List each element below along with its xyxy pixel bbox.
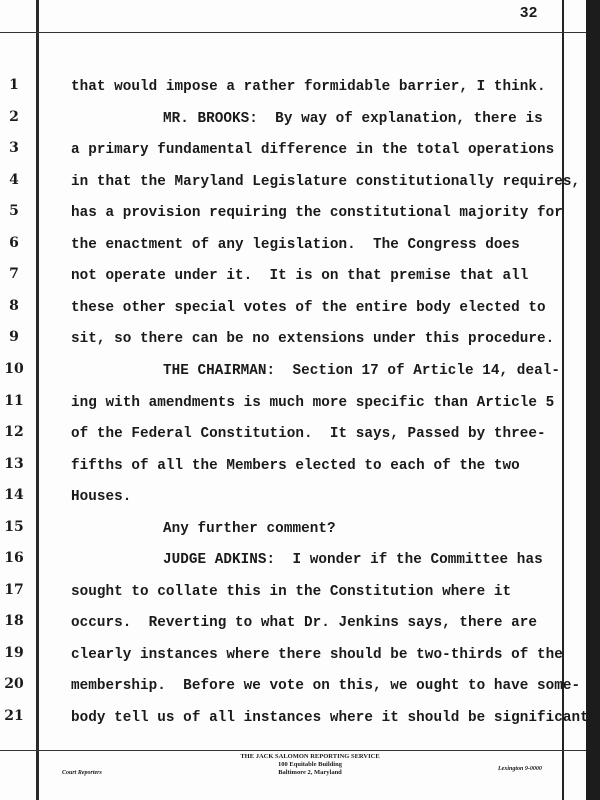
line-number: 16	[4, 550, 24, 566]
transcript-line: in that the Maryland Legislature constitutionally requires,	[71, 174, 581, 190]
left-margin-rule	[36, 0, 39, 800]
line-number: 2	[9, 109, 19, 125]
line-number: 9	[9, 329, 19, 345]
transcript-line: of the Federal Constitution. It says, Passed by three-	[71, 426, 546, 442]
transcript-line: Houses.	[71, 489, 132, 505]
line-number: 11	[4, 393, 24, 409]
transcript-line: clearly instances where there should be two-thirds of the	[71, 647, 563, 663]
transcript-line: a primary fundamental difference in the total operations	[71, 142, 555, 158]
line-number: 18	[4, 613, 24, 629]
footer-address-line1: 100 Equitable Building	[278, 761, 342, 768]
line-number: 5	[9, 203, 19, 219]
line-number: 20	[4, 676, 24, 692]
scan-dark-edge	[586, 0, 600, 800]
transcript-line: the enactment of any legislation. The Congress does	[71, 237, 520, 253]
line-number: 4	[9, 172, 19, 188]
footer-court-reporters: Court Reporters	[62, 770, 102, 776]
line-number: 21	[4, 708, 24, 724]
transcript-line: occurs. Reverting to what Dr. Jenkins says, there are	[71, 615, 537, 631]
line-number: 12	[4, 424, 24, 440]
footer-company-name: THE JACK SALOMON REPORTING SERVICE	[240, 753, 380, 760]
footer-phone: Lexington 9-0000	[498, 766, 542, 772]
transcript-line: THE CHAIRMAN: Section 17 of Article 14, deal-	[163, 363, 560, 379]
transcript-line: fifths of all the Members elected to each of the two	[71, 458, 520, 474]
transcript-line: sit, so there can be no extensions under this procedure.	[71, 331, 555, 347]
transcript-line: sought to collate this in the Constitution where it	[71, 584, 512, 600]
line-number: 17	[4, 582, 24, 598]
line-number: 1	[9, 77, 19, 93]
transcript-line: JUDGE ADKINS: I wonder if the Committee has	[163, 552, 543, 568]
line-number: 13	[4, 456, 24, 472]
transcript-line: ing with amendments is much more specific than Article 5	[71, 395, 555, 411]
header-rule	[0, 32, 586, 33]
transcript-line: not operate under it. It is on that premise that all	[71, 268, 529, 284]
transcript-line: has a provision requiring the constitutional majority for	[71, 205, 563, 221]
line-number: 10	[4, 361, 24, 377]
transcript-line: Any further comment?	[163, 521, 336, 537]
transcript-line: that would impose a rather formidable barrier, I think.	[71, 79, 546, 95]
transcript-line: body tell us of all instances where it should be significant.	[71, 710, 598, 726]
transcript-line: these other special votes of the entire body elected to	[71, 300, 546, 316]
line-number: 8	[9, 298, 19, 314]
footer-company-block	[200, 753, 420, 777]
transcript-line: membership. Before we vote on this, we ought to have some-	[71, 678, 581, 694]
transcript-line: MR. BROOKS: By way of explanation, there is	[163, 111, 543, 127]
line-number: 6	[9, 235, 19, 251]
line-number: 14	[4, 487, 24, 503]
footer-rule	[0, 750, 586, 751]
page-number: 32	[520, 4, 538, 21]
line-number: 3	[9, 140, 19, 156]
line-number: 15	[4, 519, 24, 535]
line-number: 19	[4, 645, 24, 661]
line-number: 7	[9, 266, 19, 282]
footer-address-line2: Baltimore 2, Maryland	[278, 769, 342, 776]
